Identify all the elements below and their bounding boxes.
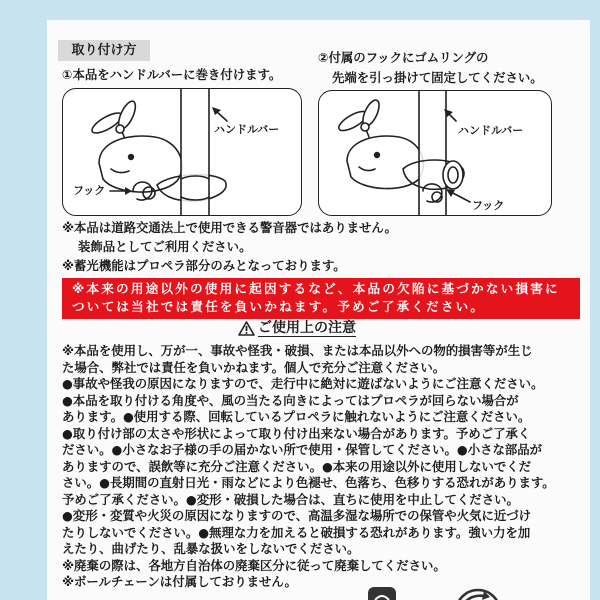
caution-text — [62, 343, 582, 591]
caution-line: ありますので、誤飲等に充分ご注意ください。●本来の用途以外に使用しないでくだ — [62, 458, 532, 474]
disclaimer-line-1: ※本来の用途以外の使用に起因するなど、本品の欠陥に基づかない損害に — [72, 281, 560, 296]
installation-heading: 取り付け方 — [58, 40, 150, 61]
caution-line: ●本品を取り付ける角度や、風の当たる向きによってはプロペラが回らない場合が — [62, 392, 519, 408]
caution-line: あります。●使用する際、回転しているプロペラに触れないようにご注意ください。 — [62, 409, 531, 424]
caution-title: ご使用上の注意 — [258, 319, 356, 336]
illustration-step-2-drawing — [319, 91, 552, 216]
bottom-marks — [350, 584, 520, 600]
material-mark-icon — [368, 587, 396, 600]
caution-line: たりしないでください。●無理な力を加えると破損する恐れがあります。強い力を加 — [62, 524, 531, 540]
caution-line: た場合、弊社では責任を負いかねます。個人で充分ご注意ください。 — [62, 359, 446, 375]
illustration-step-2 — [318, 90, 552, 216]
illustration-step-1 — [62, 88, 302, 216]
step-2-text-line-1: ②付属のフックにゴムリングの — [318, 50, 489, 65]
caution-line: ●取り付け部の太さや形状によって取り付け出来ない場合があります。予めご了承く — [62, 425, 531, 441]
note-glow-function: ※蓄光機能はプロペラ部分のみとなっております。 — [62, 258, 346, 273]
caution-line: ※廃棄の際は、各地方自治体の廃棄区分に従って廃棄してください。 — [62, 557, 446, 573]
caution-line: ※本品を使用し、万が一、事故や怪我・破損、または本品以外への物的損害等が生じ — [62, 343, 533, 358]
disclaimer-banner — [62, 278, 580, 319]
hook-label: フック — [73, 184, 106, 197]
caution-heading — [238, 319, 356, 337]
caution-line: えたり、曲げたり、乱暴な扱いをしないでください。 — [62, 541, 360, 556]
warning-triangle-icon — [238, 321, 255, 336]
note-traffic-law: ※本品は道路交通法上で使用できる警音器ではありません。 — [62, 220, 397, 235]
caution-line: ●変形・変質や火災の原因になりますので、高温多湿な場所での保管や火気に近づけ — [62, 508, 532, 523]
caution-line: ※ボールチェーンは付属しておりません。 — [62, 574, 297, 589]
hook-label: フック — [472, 199, 505, 212]
disclaimer-line-2: ついては当社では責任を負いかねます。予めご了承ください。 — [72, 299, 486, 314]
step-1-text: ①本品をハンドルバーに巻き付けます。 — [62, 67, 282, 82]
caution-line: さい。●長期間の直射日光・雨などにより色褪せ、色落ち、色移りする恐れがあります。 — [62, 475, 555, 490]
caution-line: 予めご了承ください。●変形・破損した場合は、直ちに使用を中止してください。 — [62, 491, 519, 507]
caution-line: ●事故や怪我の原因になりますので、走行中に絶対に遊ばないようにご注意ください。 — [62, 376, 544, 391]
caution-line: ださい。●小さなお子様の手の届かない所で使用・保管してください。●小さな部品が — [62, 442, 543, 457]
handlebar-label: ハンドルバー — [214, 123, 280, 136]
handlebar-label: ハンドルバー — [458, 124, 524, 137]
step-2-text-line-2: 先端を引っ掛けて固定してください。 — [332, 70, 543, 85]
note-decoration: 装飾品としてご利用ください。 — [78, 239, 252, 254]
recycle-mark-icon — [456, 590, 500, 600]
